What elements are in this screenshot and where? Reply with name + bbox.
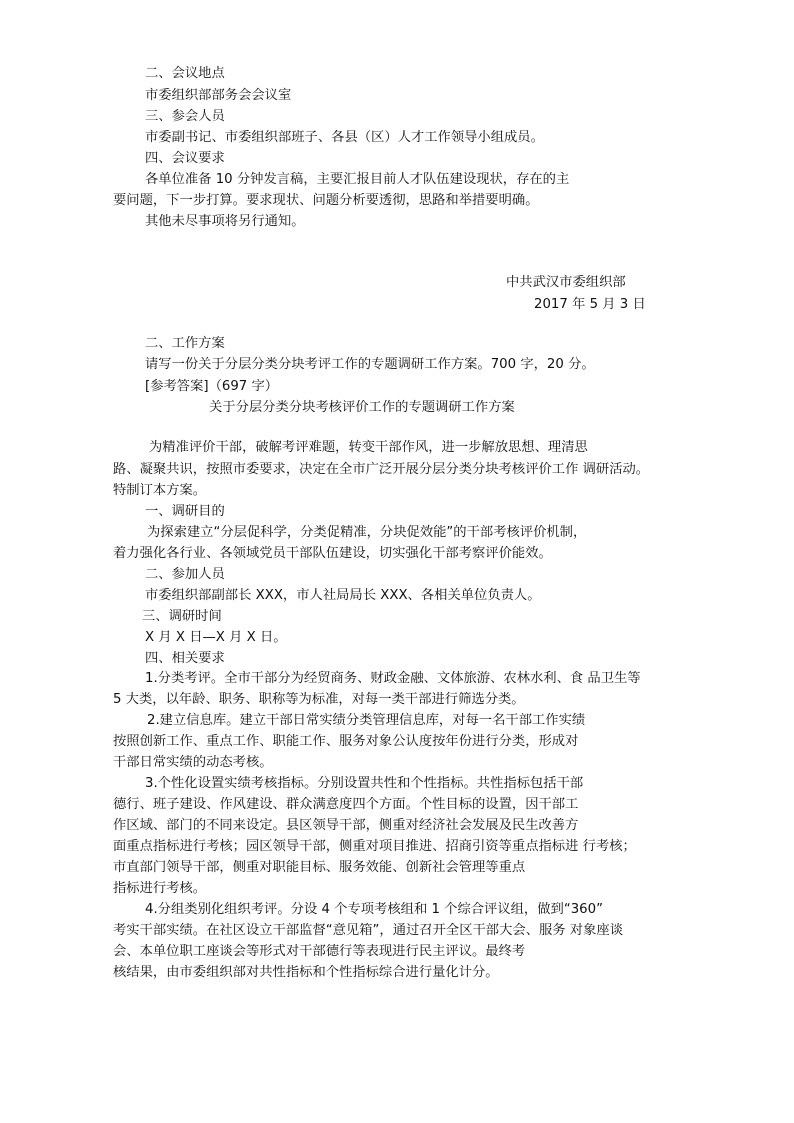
attendees-heading: 三、参会人员 [145, 109, 225, 124]
requirement-2-line: 2.建立信息库。建立干部日常实绩分类管理信息库，对每一名干部工作实绩 [147, 713, 586, 728]
requirement-3-line: 市直部门领导干部，侧重对职能目标、服务效能、创新社会管理等重点 [113, 860, 526, 875]
meeting-requirements-line: 要问题，下一步打算。要求现状、问题分析要透彻，思路和举措要明确。 [113, 193, 539, 208]
requirement-3-line: 面重点指标进行考核；园区领导干部，侧重对项目推进、招商引资等重点指标进 行考核； [113, 839, 636, 854]
related-requirements-heading: 四、相关要求 [145, 651, 225, 666]
purpose-line: 着力强化各行业、各领域党员干部队伍建设，切实强化干部考察评价能效。 [113, 546, 552, 561]
plan-title: 关于分层分类分块考核评价工作的专题调研工作方案 [209, 400, 515, 415]
purpose-line: 为探索建立“分层促科学，分类促精准，分块促效能”的干部考核评价机制， [147, 525, 587, 540]
work-plan-heading: 二、工作方案 [145, 336, 225, 351]
signature-date: 2017 年 5 月 3 日 [534, 297, 646, 312]
purpose-heading: 一、调研目的 [145, 504, 225, 519]
requirement-1-line: 1.分类考评。全市干部分为经贸商务、财政金融、文体旅游、农林水利、食 品卫生等 [145, 671, 641, 686]
requirement-4-line: 4.分组类别化组织考评。分设 4 个专项考核组和 1 个综合评议组，做到“360” [145, 902, 603, 917]
intro-paragraph-line: 路、凝聚共识，按照市委要求，决定在全市广泛开展分层分类分块考核评价工作 调研活动。 [113, 462, 650, 477]
requirement-2-line: 按照创新工作、重点工作、职能工作、服务对象公认度按年份进行分类，形成对 [113, 734, 579, 749]
time-heading: 三、调研时间 [142, 609, 222, 624]
requirement-3-line: 3.个性化设置实绩考核指标。分别设置共性和个性指标。共性指标包括干部 [145, 776, 584, 791]
meeting-requirements-line: 各单位准备 10 分钟发言稿，主要汇报目前人才队伍建设现状，存在的主 [145, 172, 570, 187]
answer-label: [参考答案]（697 字） [145, 379, 279, 394]
task-prompt: 请写一份关于分层分类分块考评工作的专题调研工作方案。700 字，20 分。 [145, 357, 595, 372]
signature-organization: 中共武汉市委组织部 [506, 275, 626, 290]
participants-value: 市委组织部副部长 XXX，市人社局局长 XXX、各相关单位负责人。 [145, 588, 541, 603]
requirement-4-line: 考实干部实绩。在社区设立干部监督“意见箱”，通过召开全区干部大会、服务 对象座谈 [113, 923, 623, 938]
requirement-3-line: 指标进行考核。 [113, 881, 207, 896]
participants-heading: 二、参加人员 [145, 567, 225, 582]
location-value: 市委组织部部务会会议室 [145, 88, 292, 103]
requirement-1-line: 5 大类，以年龄、职务、职称等为标准，对每一类干部进行筛选分类。 [113, 692, 525, 707]
requirement-3-line: 作区域、部门的不同来设定。县区领导干部，侧重对经济社会发展及民生改善方 [113, 818, 579, 833]
requirement-4-line: 核结果，由市委组织部对共性指标和个性指标综合进行量化计分。 [113, 965, 499, 980]
attendees-value: 市委副书记、市委组织部班子、各县（区）人才工作领导小组成员。 [145, 130, 544, 145]
requirement-3-line: 德行、班子建设、作风建设、群众满意度四个方面。个性目标的设置，因干部工 [113, 797, 579, 812]
requirement-4-line: 会、本单位职工座谈会等形式对干部德行等表现进行民主评议。最终考 [113, 944, 526, 959]
requirement-2-line: 干部日常实绩的动态考核。 [113, 755, 273, 770]
other-matters-note: 其他未尽事项将另行通知。 [145, 214, 305, 229]
time-value: X 月 X 日—X 月 X 日。 [145, 630, 287, 645]
meeting-requirements-heading: 四、会议要求 [145, 151, 225, 166]
location-heading: 二、会议地点 [145, 66, 225, 81]
intro-paragraph-line: 为精准评价干部，破解考评难题，转变干部作风，进一步解放思想、理清思 [149, 440, 588, 455]
intro-paragraph-line: 特制订本方案。 [113, 483, 207, 498]
